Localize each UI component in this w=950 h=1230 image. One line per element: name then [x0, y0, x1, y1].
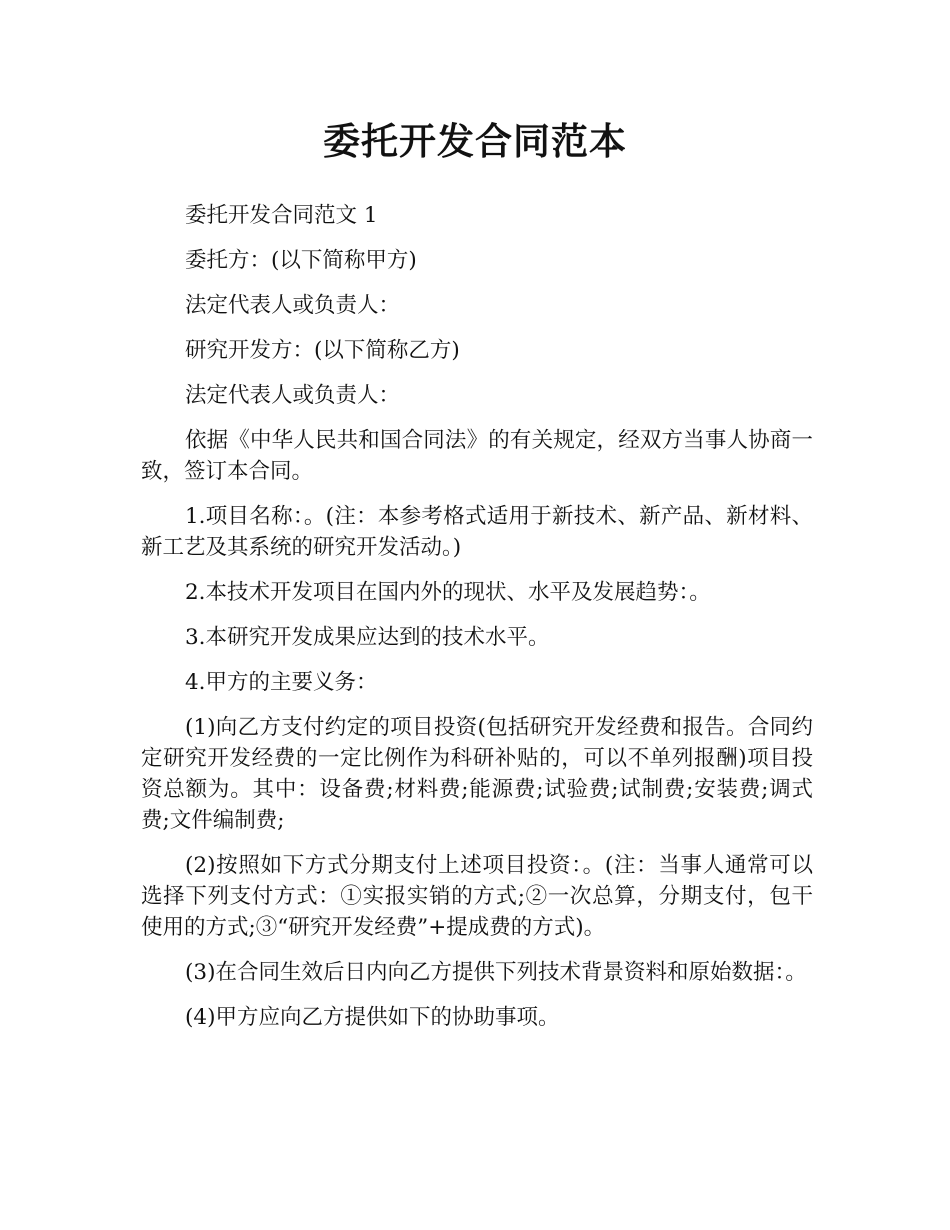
- paragraph-clause-4-2: (2)按照如下方式分期支付上述项目投资：。(注：当事人通常可以选择下列支付方式：①实报实销的方式;②一次总算，分期支付，包干使用的方式;③“研究开发经费”+提成费的方式)。: [141, 853, 813, 940]
- paragraph-party-b: 研究开发方：(以下简称乙方): [185, 338, 460, 363]
- paragraph-clause-4: 4.甲方的主要义务：: [185, 670, 378, 695]
- paragraph-clause-4-4: (4)甲方应向乙方提供如下的协助事项。: [185, 1005, 560, 1030]
- document-body: [141, 200, 813, 1047]
- paragraph-party-a-representative: 法定代表人或负责人：: [185, 293, 401, 318]
- paragraph-party-b-representative: 法定代表人或负责人：: [185, 383, 401, 408]
- paragraph-clause-4-3: (3)在合同生效后日内向乙方提供下列技术背景资料和原始数据：。: [185, 960, 807, 985]
- paragraph-clause-1: 1.项目名称：。(注：本参考格式适用于新技术、新产品、新材料、新工艺及其系统的研究开发活动。): [141, 504, 813, 560]
- paragraph-heading: 委托开发合同范文 1: [185, 203, 378, 228]
- paragraph-clause-4-1: (1)向乙方支付约定的项目投资(包括研究开发经费和报告。合同约定研究开发经费的一定比例作为科研补贴的，可以不单列报酬)项目投资总额为。其中：设备费;材料费;能源费;试验费;试制费;安装费;调式费;文件编制费;: [141, 715, 813, 833]
- document-title: 委托开发合同范本: [323, 120, 627, 163]
- paragraph-clause-3: 3.本研究开发成果应达到的技术水平。: [185, 625, 550, 650]
- paragraph-clause-2: 2.本技术开发项目在国内外的现状、水平及发展趋势：。: [185, 580, 711, 605]
- paragraph-preamble: 依据《中华人民共和国合同法》的有关规定，经双方当事人协商一致，签订本合同。: [141, 428, 813, 484]
- paragraph-party-a: 委托方：(以下简称甲方): [185, 248, 417, 273]
